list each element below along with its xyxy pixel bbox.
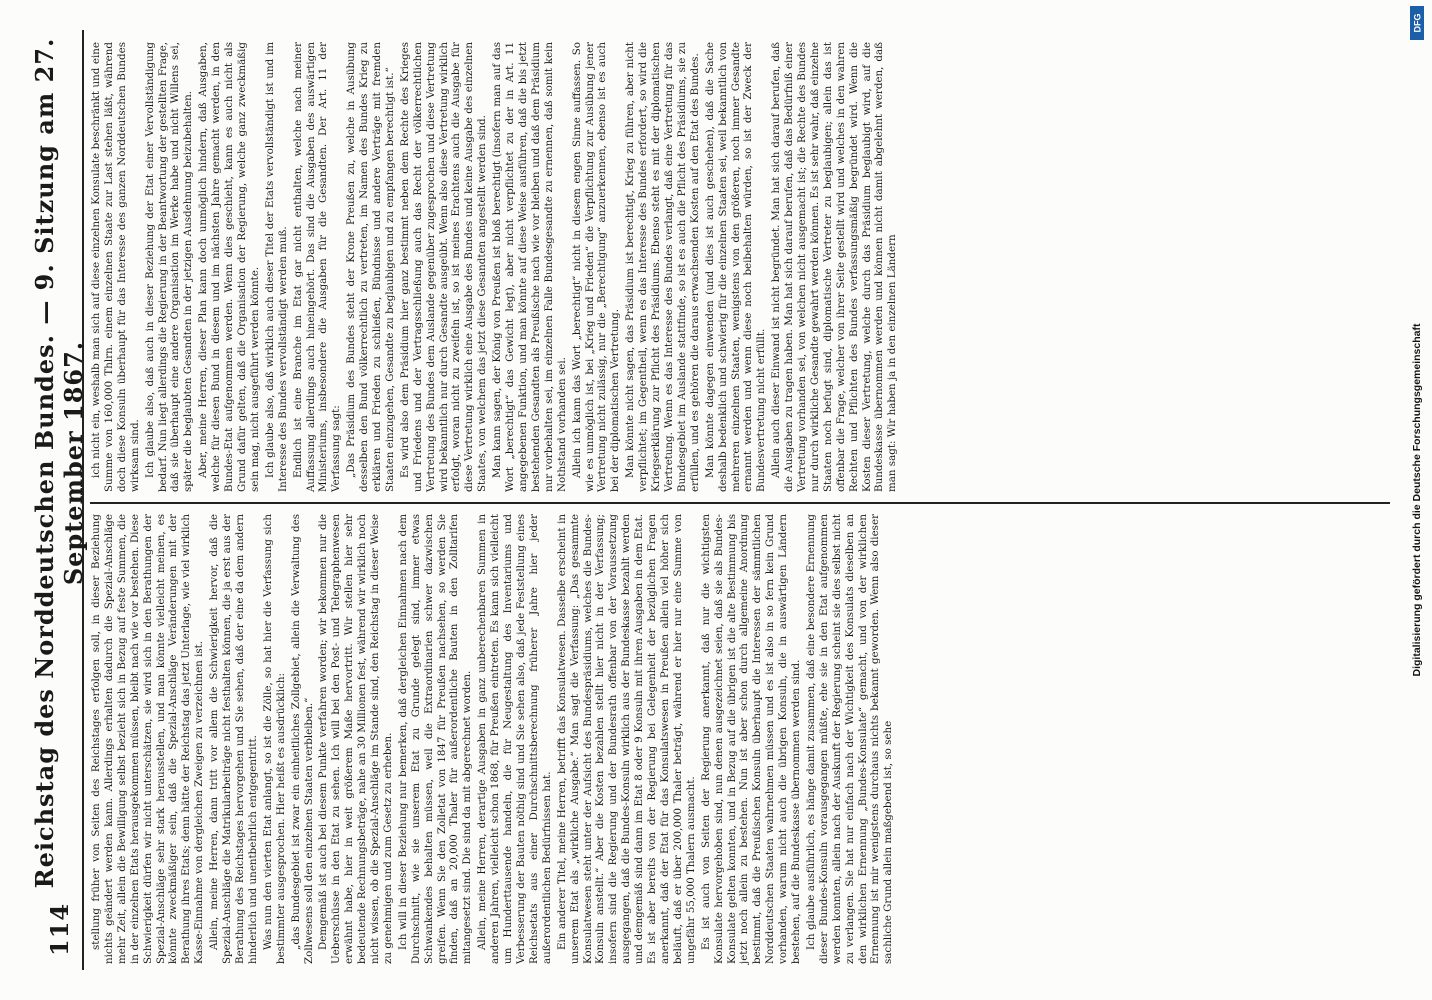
credit-text: Digitalisierung gefördert durch die Deutsche Forschungsgemeinschaft bbox=[1411, 323, 1423, 677]
paragraph: Man könnte nicht sagen, das Präsidium ist berechtigt, Krieg zu führen, aber nicht verpflichtet; im Gegentheil, wenn es das Interesse des Bundes erfordert, so wird die Kriegserklärung zur Pflicht des Präsidiums. Ebenso steht es mit der diplomatischen Vertretung. Wenn es das Interesse des Bundes verlangt, daß eine Vertretung für das Bundesgebiet im Auslande stattfinde, so ist es auch die Pflicht des Präsidiums, sie zu erfüllen, und es gehören die daraus erwachsenden Kosten auf den Etat des Bundes. bbox=[624, 42, 701, 492]
paragraph: Was nun den vierten Etat anlangt, so ist die Zölle, so hat hier die Verfassung sich bestimmter ausgesprochen. Hier heißt es ausdrücklich: bbox=[261, 514, 287, 964]
paragraph: Aber, meine Herren, dieser Plan kann doch unmöglich hindern, daß Ausgaben, welche für diesen Bund in diesem und im nächsten Jahre gemacht werden, in den Bundes-Etat aufgenommen werden. Wenn dies geschieht, kann es auch nicht als Grund dafür gelten, daß die Organisation der Regierung, welche ganz zweckmäßig sein mag, nicht ausgeführt werden könnte. bbox=[197, 42, 261, 492]
page-number: 114 bbox=[44, 902, 74, 956]
paragraph: Es wird also dem Präsidium hier ganz bestimmt neben dem Rechte des Krieges und Friedens und der Vertragsschließung auch das Recht der völkerrechtlichen Vertretung des Bundes dem Auslande gegenüber zugesprochen und diese Vertretung wird bekanntlich nur durch Gesandte ausgeübt. Wenn also diese Vertretung wirklich erfolgt, woran nicht zu zweifeln ist, so ist meines Erachtens auch die Ausgabe für diese Vertretung wirklich eine Ausgabe des Bundes und keine Ausgabe des einzelnen Staates, von welchem das jetzt diese Gesandten angestellt werden sind. bbox=[398, 42, 489, 492]
paragraph: Allein, meine Herren, dann tritt vor allem die Schwierigkeit hervor, daß die Spezial-Anschläge die Matrikularbeiträge nicht festhalten können, die ja erst aus der Berathung des Reichstages hervorgehen und Sie sehen, daß der eine da dem andern hinderlich und unentbehrlich entgegentritt. bbox=[208, 514, 259, 964]
paragraph: ich nicht ein, weshalb man sich auf diese einzelnen Konsulate beschränkt und eine Summe von 160,000 Thlrn. einem einzelnen Staate zur Last stehen läßt, während doch diese Konsuln überhaupt für das Interesse des ganzen Norddeutschen Bundes wirksam sind. bbox=[90, 42, 141, 492]
paragraph: Allein ich kann das Wort „berechtigt“ nicht in diesem engen Sinne auffassen. So wie es unmöglich ist, bei „Krieg und Frieden“ die Verpflichtung zur Ausübung jener Vertretung nicht zulässig, nur die „Berechtigung“ anzuerkennen, ebenso ist es auch bei der diplomatischen Vertretung. bbox=[570, 42, 622, 492]
column-divider bbox=[90, 502, 1390, 504]
paragraph: Man könnte dagegen einwenden (und dies ist auch geschehen), daß die Sache deshalb bedenklich und schwierig für die einzelnen Staaten sei, weil bekanntlich von mehreren einzelnen Staaten, wenigstens von den größeren, noch immer Gesandte ernannt werden und wenn diese noch beibehalten würden, so ist der Zweck der Bundesvertretung nicht erfüllt. bbox=[703, 42, 768, 492]
paragraph: Allein, meine Herren, derartige Ausgaben in ganz unberechenbaren Summen in anderen Jahren, vielleicht schon 1868, für Preußen eintreten. Es kann sich vielleicht um Hunderttausende handeln, die für Neugestaltung des Inventariums und Verbesserung der Bauten nöthig sind und Sie sehen also, daß jede Feststellung eines Reichsetats aus einer Durchschnittsberechnung früherer Jahre hier jeder außerordentlichen Bedürfnissen hat. bbox=[476, 514, 553, 964]
paragraph: Man kann sagen, der König von Preußen ist bloß berechtigt (insofern man auf das Wort „berechtigt“ das Gewicht legt), aber nicht verpflichtet zu der in Art. 11 angegebenen Funktion, und man könnte auf diese Weise ausführen, daß die bis jetzt bestehenden Gesandten als Preußische nach wie vor bleiben und daß dem Präsidium nur vorbehalten sei, im einzelnen Falle Bundesgesandte zu ernennen, daß somit kein Nothstand vorhanden sei. bbox=[491, 42, 568, 492]
paragraph: „das Bundesgebiet ist zwar ein einheitliches Zollgebiet, allein die Verwaltung des Zollwesens soll den einzelnen Staaten verbleiben.“ bbox=[289, 514, 315, 964]
right-column bbox=[90, 36, 1390, 498]
page-header bbox=[30, 30, 88, 970]
paragraph: Ich glaube ausführlich, es hänge damit zusammen, daß eine besondere Ernennung dieser Bundes-Konsuln vorausgegangen müßte, ehe sie in den Etat aufgenommen werden konnten, allein nach der Auskunft der Regierung scheint sie dies selbst nicht zu verlangen. Sie hat nur einfach nach der Wichtigkeit des Konsulats dieselben an den wirklichen Ernennung „Bundes-Konsulate“ gemacht, und von der wirklichen Ernennung ist mir wenigstens durchaus nichts bekannt geworden. Wenn also dieser sachliche Grund allein maßgebend ist, so sehe bbox=[804, 514, 895, 964]
paragraph: „Das Präsidium des Bundes steht der Krone Preußen zu, welche in Ausübung desselben den Bund völkerrechtlich zu vertreten, im Namen des Bundes Krieg zu erklären und Frieden zu schließen, Bündnisse und andere Verträge mit fremden Staaten einzugehen, Gesandte zu beglaubigen und zu empfangen berechtigt ist.“ bbox=[345, 42, 396, 492]
paragraph: Allein auch dieser Einwand ist nicht begründet. Man hat sich darauf berufen, daß die Ausgaben zu tragen haben. Man hat sich darauf berufen, daß das Bedürfniß einer Vertretung vorhanden sei, von welchen nicht ausgemacht ist; die Rechte des Bundes nur durch wirkliche Gesandte gewahrt werden können. Es ist sehr wahr, daß einzelne Staaten noch befugt sind, diplomatische Vertreter zu beglaubigen; allein das ist offenbar die Frage, welcher von ihrer Seite gestellt wird und welches in den wahren Rechten und Pflichten des Bundes verfassungsmäßig begründet wird. Wenn die Kosten dieser Vertretung, welche durch das Präsidium beglaubigt wird, auf die Bundeskasse übernommen werden und können nicht damit abgelehnt werden, daß man sagt: Wir haben ja in den einzelnen Ländern bbox=[770, 42, 899, 492]
paragraph: Ein anderer Titel, meine Herren, betrifft das Konsulatwesen. Dasselbe erscheint in unserem Etat als „wirkliche Ausgabe.“ Man sagt die Verfassung: „Das gesammte Konsulatwesen steht unter der Aufsicht des Bundespräsidiums, welches die Bundes-Konsuln anstellt.“ Aber die Kosten bezahlen stellt hier nicht in der Verfassung; insofern sind die Regierung und der Bundesrath offenbar von der Voraussetzung ausgegangen, daß die Bundes-Konsuln wirklich aus der Bundeskasse bezahlt werden und demgemäß sind dann im Etat 8 oder 9 Konsuln mit ihren Ausgaben in dem Etat. Es ist aber bereits von der Regierung bei Gelegenheit der bezüglichen Fragen anerkannt, daß der Etat für das Konsulatswesen in Preußen allein viel höher sich beläuft, daß er über 200,000 Thaler beträgt, während er hier nur eine Summe von ungefähr 55,000 Thalern ausmacht. bbox=[555, 514, 697, 964]
paragraph: Ich glaube also, daß auch in dieser Beziehung der Etat einer Vervollständigung bedarf. Nun liegt allerdings die Regierung in der Beantwortung der gestellten Frage, daß sie überhaupt eine andere Organisation im Werke habe und nicht Willens sei, später die beglaubten Gesandten in der jetzigen Ausdehnung beizubehalten. bbox=[143, 42, 195, 492]
text-columns bbox=[90, 30, 1390, 970]
rotated-content bbox=[30, 30, 1396, 970]
page-title: Reichstag des Norddeutschen Bundes. — 9. Sitzung am 27. September 1867. bbox=[30, 37, 88, 889]
paragraph: Demgemäß ist auch bei diesem Punkte verfahren worden; wir bekommen nur die Ueberschüsse in den Etat zu sehen. Ich will bei den Post- und Telegraphenwesen erwähnt habe, hier in weit größerem Maße hervortritt. Wir stellen hier sehr bedeutende Rechnungsbeträge, nahe an 30 Millionen fest, während wir wirklich noch nicht wissen, ob die Spezial-Anschläge im Stande sind, den Reichstag in dieser Weise zu genehmigen und zum Gesetz zu erheben. bbox=[317, 514, 394, 964]
dfg-logo: DFG bbox=[1410, 6, 1424, 40]
paragraph: Es ist auch von Seiten der Regierung anerkannt, daß nur die wichtigsten Konsulate hervorgehoben sind, nun denen ausgezeichnet seien, daß sie als Bundes-Konsulate gelten konnten, und in Bezug auf die übrigen ist die alte Bestimmung bis jetzt noch allein zu bestehen. Nun ist aber schon durch allgemeine Anordnung bestimmt, daß die Preußischen Konsuln überhaupt die Interessen der sämmtlichen Norddeutschen Staaten wahrnehmen müssen und es ist also in so fern kein Grund vorhanden, warum nicht auch die übrigen Konsuln, die in auswärtigen Ländern bestehen, auf die Bundeskasse übernommen werden sind. bbox=[699, 514, 803, 964]
paragraph: Ich will in dieser Beziehung nur bemerken, daß dergleichen Einnahmen nach dem Durchschnitt, wie sie unserem Etat zu Grunde gelegt sind, immer etwas Schwankendes behalten müssen, weil die Extraordinarien schwer dazwischen greifen. Wenn Sie den Zolletat von 1847 für Preußen nachsehen, so werden Sie finden, daß an 20,000 Thaler für außerordentliche Bauten in den Zolltarifen mitangesetzt sind. Die sind da mit abgerechnet worden. bbox=[396, 514, 474, 964]
paragraph: stellung früher von Seiten des Reichstages erfolgen soll, in dieser Beziehung nichts geändert werden kann. Allerdings erhalten dadurch die Spezial-Anschläge mehr Zeit, allein die Bewilligung selbst bezieht sich in Bezug auf feste Summen, die in der einzelnen Etats herausgekommen müssen, bleibt nach wie vor bestehen. Diese Schwierigkeit dürfen wir nicht unterschätzen, sie wird sich in den Berathungen der Spezial-Anschläge sehr stark herausstellen, und man könnte vielleicht meinen, es könnte zweckmäßiger sein, daß die Spezial-Anschläge Veränderungen mit der Berathung ihres Etats; denn hätte der Reichstag das jetzt Unterlage, wie viel wirklich Kasse-Einnahme von dergleichen Zweigen zu verzeichnen ist. bbox=[90, 514, 206, 964]
paragraph: Ich glaube also, daß wirklich auch dieser Titel der Etats vervollständigt ist und im Interesse des Bundes vervollständigt werden muß. bbox=[263, 42, 289, 492]
left-column bbox=[90, 508, 1390, 970]
digitization-credit bbox=[1404, 0, 1430, 1000]
paragraph: Endlich ist eine Branche im Etat gar nicht enthalten, welche nach meiner Auffassung allerdings auch hineingehört. Das sind die Ausgaben des auswärtigen Ministeriums, insbesondere die Ausgaben für die Gesandten. Der Art. 11 der Verfassung sagt: bbox=[291, 42, 343, 492]
